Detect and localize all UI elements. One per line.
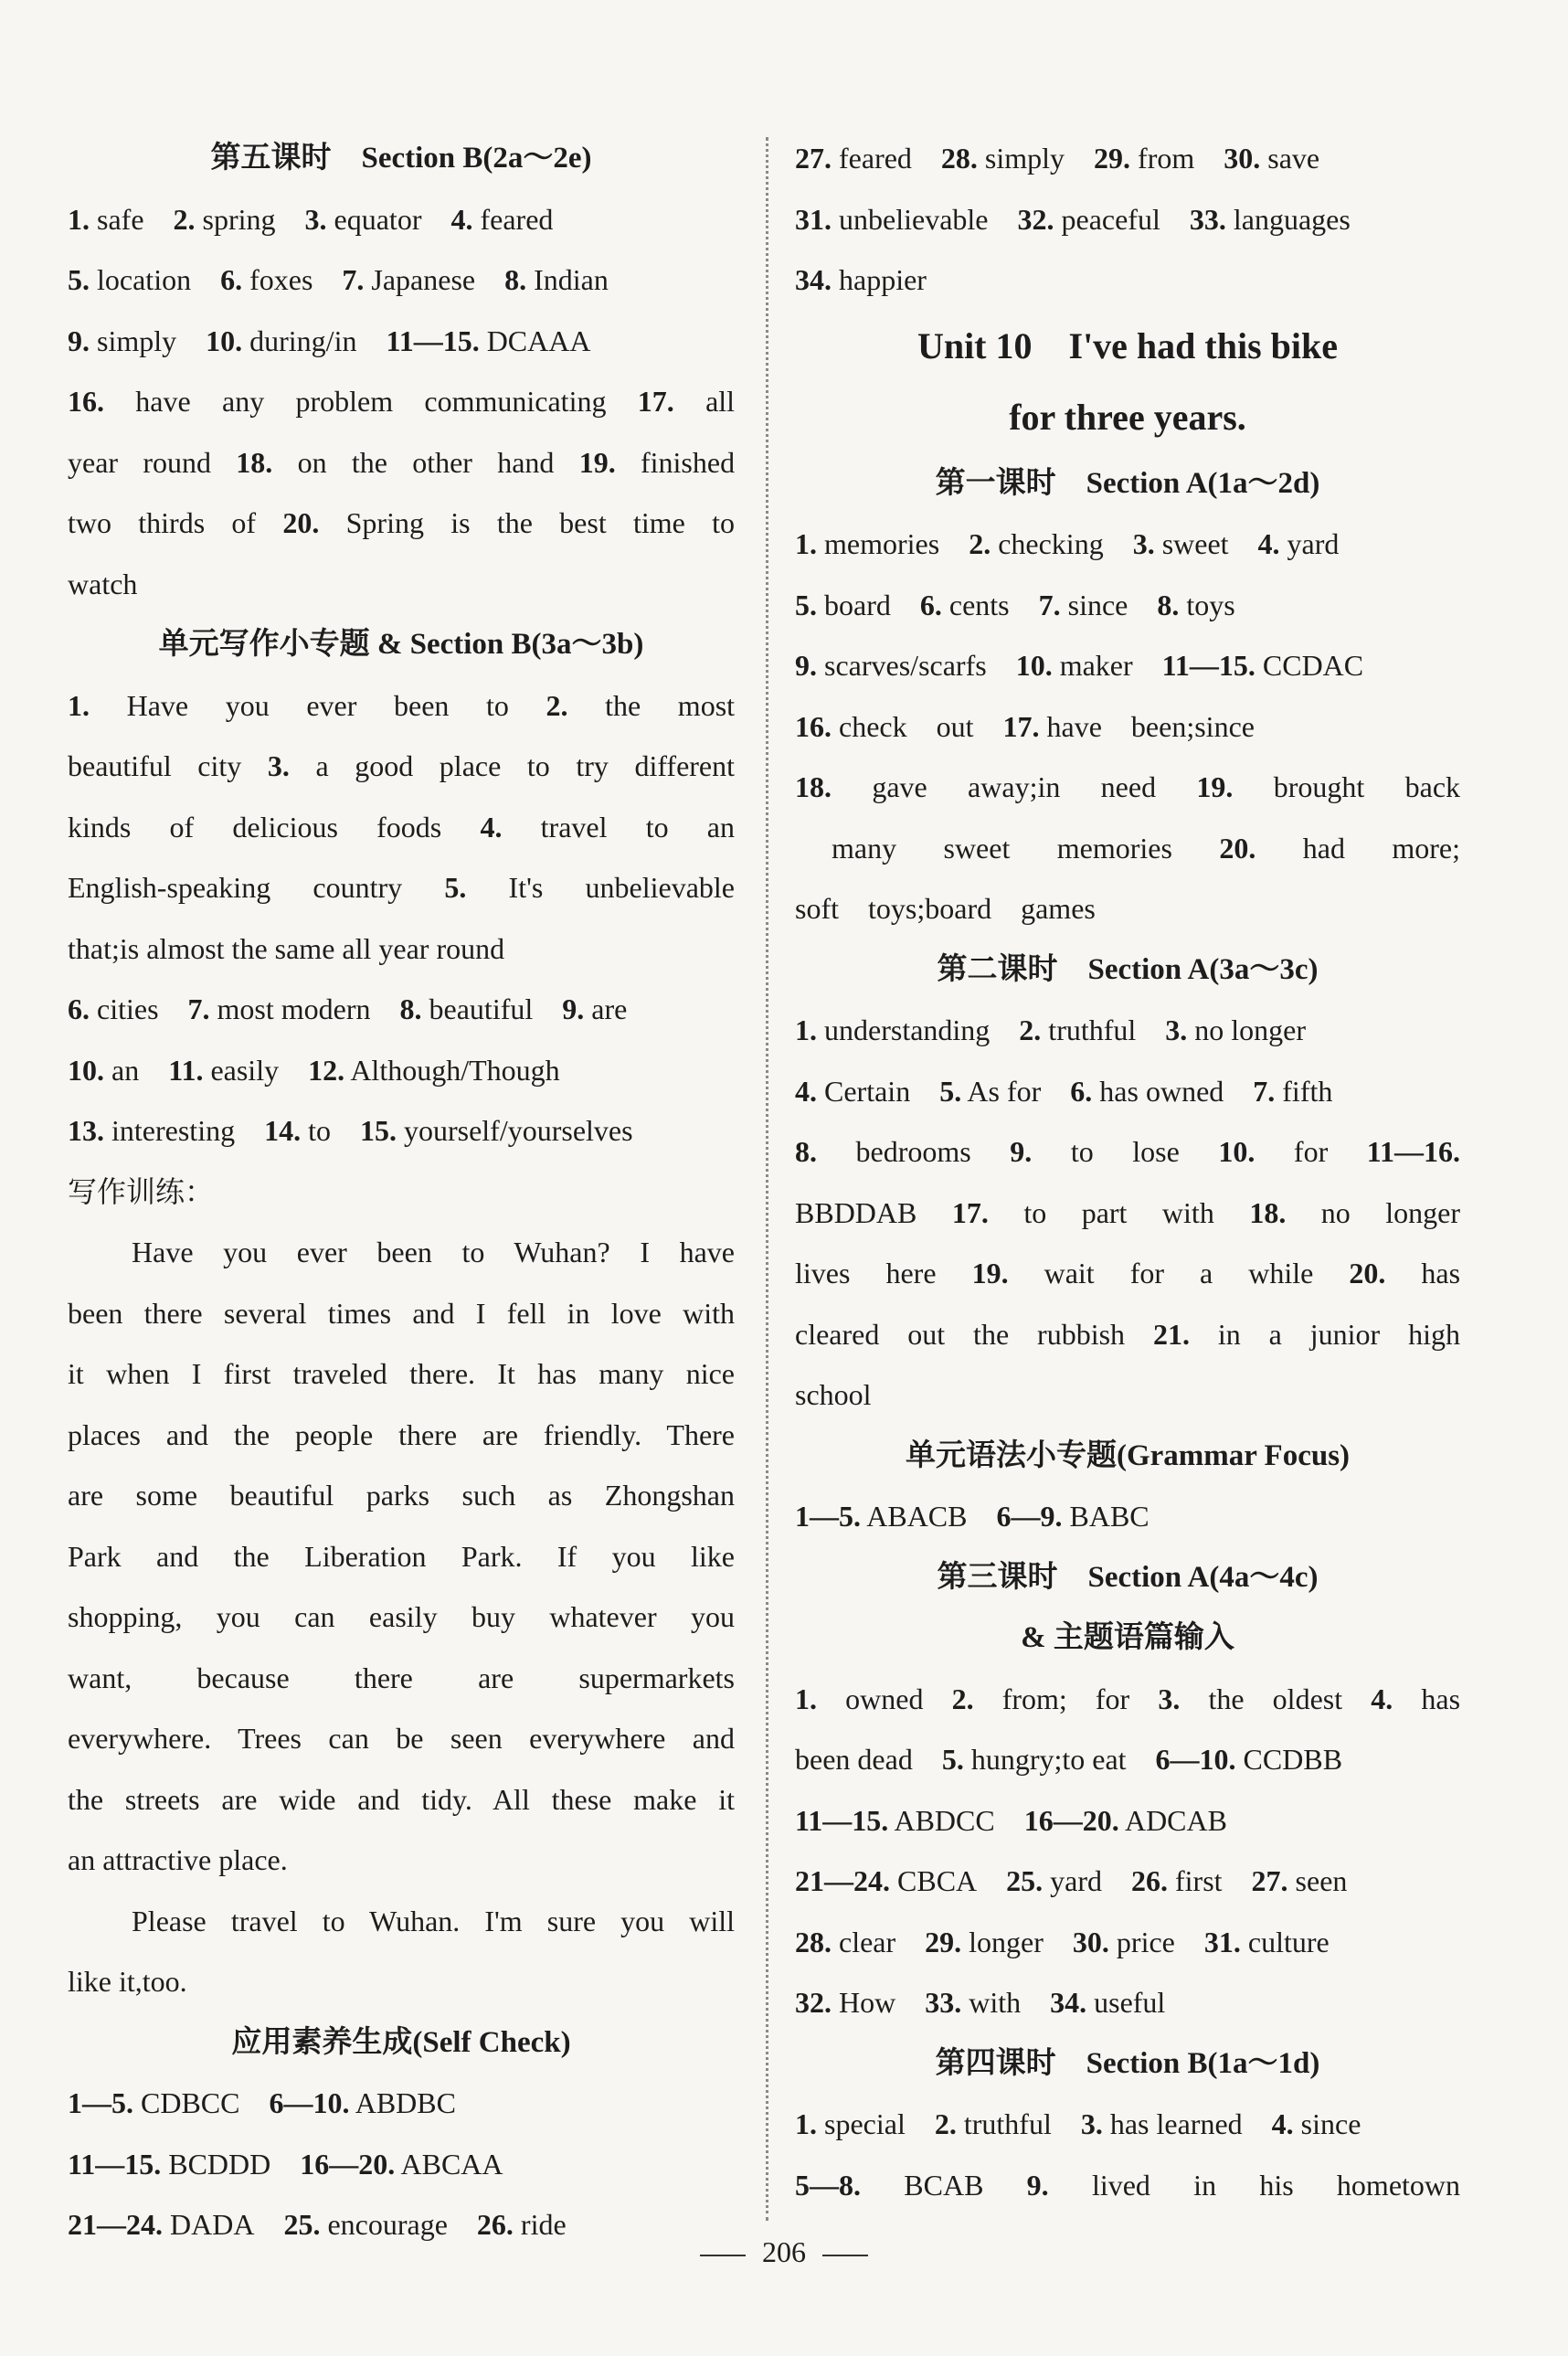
answer-line <box>795 1972 1460 2033</box>
item-number: 27. <box>1251 1864 1288 1897</box>
item-number: 8. <box>795 1135 817 1168</box>
essay-line: Have you ever been to Wuhan? I have <box>132 1236 735 1268</box>
item-number: 20. <box>1219 831 1256 865</box>
answer-text: had more; <box>1302 831 1460 865</box>
answer-text: BCDDD <box>168 2147 271 2181</box>
answer-text: travel to an <box>540 810 735 844</box>
answer-text: English-speaking country <box>68 871 403 904</box>
answer-text: finished <box>640 445 735 479</box>
item-number: 25. <box>283 2208 321 2241</box>
item-number: 17. <box>1002 709 1040 743</box>
page-footer <box>0 2234 1568 2270</box>
section-heading: 第二课时 Section A(3a～3c) <box>937 952 1319 986</box>
answer-text: How <box>839 1986 896 2019</box>
answer-line <box>68 797 735 858</box>
text-line: soft toys;board games <box>795 892 1096 925</box>
answer-text: peaceful <box>1061 202 1160 236</box>
essay-line: want, because there are supermarkets <box>68 1661 735 1694</box>
answer-line <box>795 189 1460 250</box>
item-number: 27. <box>795 142 832 175</box>
answer-text: most modern <box>217 992 371 1025</box>
answer-text: longer <box>969 1925 1044 1958</box>
answer-text: from <box>1138 142 1195 175</box>
text-line: like it,too. <box>68 1965 187 1998</box>
answer-line <box>795 2155 1460 2216</box>
answer-line <box>795 1669 1460 1730</box>
item-number: 3. <box>304 202 327 236</box>
answer-line <box>795 1121 1460 1183</box>
item-number: 5—8. <box>795 2168 861 2202</box>
item-number: 32. <box>795 1986 832 2019</box>
item-number: 2. <box>951 1682 974 1715</box>
answer-text: on the other hand <box>297 445 555 479</box>
answer-text: BCAB <box>904 2168 984 2202</box>
item-number: 16. <box>68 385 104 418</box>
answer-text: interesting <box>111 1114 236 1147</box>
answer-text: gave away;in need <box>872 770 1157 803</box>
essay-line: it when I first traveled there. It has many nice <box>68 1357 735 1390</box>
item-number: 4. <box>1371 1682 1393 1715</box>
page-number: 206 <box>762 2235 806 2268</box>
item-number: 4. <box>450 202 473 236</box>
item-number: 21—24. <box>68 2208 163 2241</box>
answer-line <box>795 1243 1460 1304</box>
answer-text: has owned <box>1099 1074 1224 1108</box>
item-number: 34. <box>1050 1986 1087 2019</box>
left-column <box>68 128 735 2255</box>
answer-text: ABACB <box>866 1500 968 1533</box>
item-number: 18. <box>1249 1195 1287 1229</box>
answer-line <box>795 1000 1460 1061</box>
text-line: an attractive place. <box>68 1843 288 1876</box>
item-number: 20. <box>1349 1257 1386 1289</box>
item-number: 2. <box>546 688 568 722</box>
answer-line <box>795 757 1460 818</box>
item-number: 18. <box>795 770 832 803</box>
answer-line <box>68 311 735 372</box>
essay-line: everywhere. Trees can be seen everywhere and <box>68 1722 735 1755</box>
answer-text: to <box>308 1114 331 1147</box>
answer-text: lives here <box>795 1257 937 1289</box>
answer-text: clear <box>839 1925 896 1958</box>
answer-text: spring <box>202 202 276 236</box>
footer-dash-right <box>822 2255 868 2256</box>
answer-text: beautiful city <box>68 749 242 782</box>
section-heading: 第四课时 Section B(1a～1d) <box>935 2046 1320 2080</box>
item-number: 12. <box>308 1053 345 1087</box>
essay-line: Please travel to Wuhan. I'm sure you will <box>132 1904 735 1937</box>
answer-text: BABC <box>1069 1500 1150 1533</box>
item-number: 11—15. <box>795 1803 889 1837</box>
item-number: 1—5. <box>68 2086 133 2119</box>
answer-text: Japanese <box>371 263 476 296</box>
item-number: 10. <box>1218 1135 1255 1168</box>
item-number: 3. <box>1158 1682 1181 1715</box>
item-number: 11—15. <box>1161 649 1255 682</box>
answer-text: safe <box>97 202 144 236</box>
item-number: 9. <box>1026 2168 1049 2202</box>
answer-text: scarves/scarfs <box>824 649 987 682</box>
answer-line <box>795 514 1460 575</box>
answer-text: special <box>824 2107 906 2140</box>
answer-text: truthful <box>1048 1014 1137 1046</box>
answer-text: for <box>1293 1135 1329 1168</box>
item-number: 5. <box>939 1074 962 1108</box>
item-number: 17. <box>951 1195 989 1229</box>
answer-text: foxes <box>249 263 313 296</box>
answer-text: from; for <box>1001 1682 1130 1715</box>
answer-text: been dead <box>795 1743 913 1776</box>
answer-text: maker <box>1059 649 1133 682</box>
item-number: 9. <box>1010 1135 1033 1168</box>
answer-text: the most <box>605 688 735 722</box>
item-number: 16—20. <box>300 2147 396 2181</box>
answer-text: hungry;to eat <box>970 1743 1127 1776</box>
item-number: 4. <box>1257 527 1280 560</box>
item-number: 10. <box>68 1053 104 1087</box>
answer-text: have any problem communicating <box>135 385 607 418</box>
answer-text: owned <box>845 1682 924 1715</box>
item-number: 1—5. <box>795 1500 861 1533</box>
item-number: 1. <box>795 1014 817 1046</box>
item-number: 4. <box>480 810 503 844</box>
answer-line <box>68 249 735 311</box>
item-number: 3. <box>267 749 290 782</box>
item-number: 16. <box>795 709 832 743</box>
answer-line <box>68 979 735 1040</box>
item-number: 2. <box>934 2107 957 2140</box>
item-number: 29. <box>1094 142 1131 175</box>
text-line: school <box>795 1378 872 1411</box>
item-number: 33. <box>925 1986 962 2019</box>
answer-text: Although/Though <box>350 1053 560 1087</box>
section-heading: & 主题语篇输入 <box>1021 1621 1234 1654</box>
essay-line: are some beautiful parks such as Zhongshan <box>68 1479 735 1512</box>
answer-text: has <box>1421 1682 1460 1715</box>
answer-text: BBDDAB <box>795 1195 917 1229</box>
answer-line <box>68 1100 735 1162</box>
right-column <box>795 128 1460 2215</box>
answer-line <box>68 1040 735 1101</box>
answer-text: ABDBC <box>355 2086 456 2119</box>
item-number: 5. <box>941 1743 964 1776</box>
answer-line <box>68 371 735 432</box>
answer-line <box>795 1851 1460 1912</box>
answer-text: lived in his hometown <box>1091 2168 1460 2202</box>
item-number: 8. <box>399 992 422 1025</box>
item-number: 3. <box>1132 527 1155 560</box>
answer-text: since <box>1300 2107 1361 2140</box>
item-number: 28. <box>795 1925 832 1958</box>
unit-title: for three years. <box>1009 396 1246 438</box>
answer-text: Certain <box>824 1074 911 1108</box>
item-number: 30. <box>1224 142 1261 175</box>
answer-text: ABDCC <box>894 1803 995 1837</box>
item-number: 25. <box>1006 1864 1044 1897</box>
item-number: 9. <box>68 324 90 357</box>
item-number: 8. <box>504 263 527 296</box>
answer-text: culture <box>1247 1925 1330 1958</box>
answer-text: wait for a while <box>1044 1257 1314 1289</box>
item-number: 3. <box>1165 1014 1188 1046</box>
answer-text: ADCAB <box>1124 1803 1227 1837</box>
answer-line <box>795 2094 1460 2155</box>
answer-text: Indian <box>534 263 609 296</box>
footer-dash-left <box>700 2255 746 2256</box>
section-heading: 单元语法小专题(Grammar Focus) <box>905 1438 1351 1472</box>
answer-line <box>795 575 1460 636</box>
section-heading: 第五课时 Section B(2a～2e) <box>210 142 592 175</box>
answer-text: happier <box>839 263 927 296</box>
answer-text: cities <box>97 992 159 1025</box>
answer-text: languages <box>1233 202 1351 236</box>
answer-text: checking <box>998 527 1104 560</box>
answer-text: CCDBB <box>1243 1743 1343 1776</box>
item-number: 1. <box>68 688 90 722</box>
answer-line <box>68 2134 735 2195</box>
item-number: 4. <box>1271 2107 1294 2140</box>
text-line: watch <box>68 567 138 600</box>
unit-title: Unit 10 I've had this bike <box>916 324 1339 366</box>
answer-text: CDBCC <box>141 2086 240 2119</box>
answer-text: memories <box>824 527 940 560</box>
answer-line <box>795 1304 1460 1365</box>
item-number: 1. <box>795 1682 817 1715</box>
text-line: that;is almost the same all year round <box>68 931 505 965</box>
item-number: 1. <box>795 2107 817 2140</box>
answer-text: fifth <box>1282 1074 1333 1108</box>
answer-text: to lose <box>1070 1135 1180 1168</box>
item-number: 7. <box>187 992 210 1025</box>
section-heading: 应用素养生成(Self Check) <box>231 2025 571 2059</box>
answer-line <box>795 1183 1460 1244</box>
answer-text: DCAAA <box>486 324 591 357</box>
answer-text: cleared out the rubbish <box>795 1317 1126 1351</box>
answer-text: seen <box>1295 1864 1348 1897</box>
answer-text: sweet <box>1161 527 1229 560</box>
answer-line <box>68 857 735 918</box>
answer-line <box>795 818 1460 879</box>
answer-text: CCDAC <box>1262 649 1364 682</box>
answer-text: cents <box>948 588 1010 621</box>
answer-text: equator <box>334 202 422 236</box>
item-number: 31. <box>795 202 832 236</box>
answer-line <box>795 1790 1460 1852</box>
item-number: 6—10. <box>269 2086 350 2119</box>
answer-text: year round <box>68 445 211 479</box>
answer-text: yourself/yourselves <box>403 1114 633 1147</box>
text-line: 写作训练： <box>68 1174 215 1208</box>
item-number: 10. <box>206 324 243 357</box>
answer-text: are <box>591 992 628 1025</box>
answer-text: during/in <box>249 324 357 357</box>
item-number: 11—15. <box>68 2147 162 2181</box>
item-number: 3. <box>1080 2107 1103 2140</box>
item-number: 19. <box>971 1257 1009 1289</box>
answer-text: many sweet memories <box>832 831 1172 865</box>
item-number: 20. <box>282 506 320 539</box>
answer-line <box>795 1486 1460 1547</box>
answer-line <box>795 128 1460 189</box>
answer-text: Spring is the best time to <box>345 506 735 539</box>
answer-line <box>68 189 735 250</box>
item-number: 9. <box>562 992 585 1025</box>
answer-text: a good place to try different <box>315 749 735 782</box>
item-number: 6. <box>68 992 90 1025</box>
item-number: 7. <box>342 263 365 296</box>
answer-text: beautiful <box>429 992 534 1025</box>
answer-text: first <box>1175 1864 1223 1897</box>
item-number: 7. <box>1038 588 1061 621</box>
item-number: 13. <box>68 1114 104 1147</box>
section-heading: 单元写作小专题 & Section B(3a～3b) <box>158 628 644 661</box>
answer-text: ABCAA <box>400 2147 503 2181</box>
item-number: 21—24. <box>795 1864 890 1897</box>
item-number: 17. <box>637 385 674 418</box>
answer-text: brought back <box>1273 770 1460 803</box>
answer-text: have been;since <box>1046 709 1255 743</box>
item-number: 6. <box>1070 1074 1093 1108</box>
item-number: 5. <box>795 588 817 621</box>
answer-text: simply <box>97 324 177 357</box>
item-number: 11. <box>168 1053 204 1087</box>
answer-text: since <box>1067 588 1128 621</box>
answer-text: kinds of delicious foods <box>68 810 442 844</box>
item-number: 9. <box>795 649 817 682</box>
item-number: 34. <box>795 263 832 296</box>
answer-text: CBCA <box>897 1864 978 1897</box>
item-number: 14. <box>264 1114 302 1147</box>
answer-text: yard <box>1287 527 1340 560</box>
item-number: 11—16. <box>1366 1135 1460 1168</box>
item-number: 18. <box>236 445 273 479</box>
item-number: 2. <box>969 527 991 560</box>
answer-text: the oldest <box>1208 1682 1343 1715</box>
item-number: 6. <box>919 588 942 621</box>
item-number: 16—20. <box>1023 1803 1119 1837</box>
answer-text: useful <box>1094 1986 1166 2019</box>
answer-line <box>795 1912 1460 1973</box>
answer-text: truthful <box>963 2107 1052 2140</box>
answer-line <box>68 675 735 737</box>
answer-line <box>795 696 1460 758</box>
answer-text: yard <box>1050 1864 1102 1897</box>
answer-text: feared <box>480 202 554 236</box>
item-number: 7. <box>1253 1074 1276 1108</box>
answer-line <box>795 1061 1460 1122</box>
item-number: 2. <box>173 202 196 236</box>
item-number: 30. <box>1072 1925 1109 1958</box>
answer-text: has learned <box>1109 2107 1243 2140</box>
answer-text: no longer <box>1194 1014 1307 1046</box>
answer-text: with <box>969 1986 1022 2019</box>
column-divider <box>766 137 768 2221</box>
item-number: 1. <box>68 202 90 236</box>
answer-text: Have you ever been to <box>126 688 509 722</box>
item-number: 2. <box>1019 1014 1042 1046</box>
answer-text: easily <box>210 1053 280 1087</box>
answer-text: toys <box>1186 588 1235 621</box>
answer-text: simply <box>984 142 1065 175</box>
answer-text: price <box>1116 1925 1175 1958</box>
answer-text: feared <box>839 142 912 175</box>
section-heading: 第三课时 Section A(4a～4c) <box>937 1560 1319 1594</box>
essay-line: the streets are wide and tidy. All these make it <box>68 1782 735 1816</box>
answer-text: unbelievable <box>839 202 989 236</box>
answer-text: check out <box>839 709 974 743</box>
item-number: 4. <box>795 1074 817 1108</box>
answer-text: As for <box>967 1074 1042 1108</box>
item-number: 5. <box>444 871 467 904</box>
section-heading: 第一课时 Section A(1a～2d) <box>935 466 1320 500</box>
answer-text: two thirds of <box>68 506 257 539</box>
item-number: 10. <box>1015 649 1053 682</box>
item-number: 21. <box>1152 1317 1190 1351</box>
item-number: 5. <box>68 263 90 296</box>
item-number: 6—9. <box>996 1500 1063 1533</box>
item-number: 6. <box>220 263 243 296</box>
answer-text: location <box>97 263 192 296</box>
answer-text: bedrooms <box>855 1135 971 1168</box>
answer-line <box>68 2073 735 2134</box>
answer-text: has <box>1421 1257 1460 1289</box>
essay-line: shopping, you can easily buy whatever you <box>68 1600 735 1633</box>
answer-text: understanding <box>824 1014 991 1046</box>
item-number: 1. <box>795 527 817 560</box>
item-number: 11—15. <box>386 324 480 357</box>
item-number: 31. <box>1203 1925 1241 1958</box>
answer-text: It's unbelievable <box>508 871 735 904</box>
item-number: 33. <box>1189 202 1226 236</box>
answer-text: no longer <box>1320 1195 1460 1229</box>
item-number: 19. <box>578 445 616 479</box>
essay-line: Park and the Liberation Park. If you like <box>68 1539 735 1573</box>
item-number: 29. <box>925 1925 962 1958</box>
item-number: 19. <box>1196 770 1234 803</box>
answer-text: an <box>111 1053 140 1087</box>
item-number: 6—10. <box>1155 1743 1236 1776</box>
essay-line: been there several times and I fell in love with <box>68 1296 735 1330</box>
answer-text: save <box>1267 142 1320 175</box>
answer-line <box>795 635 1460 696</box>
item-number: 28. <box>940 142 978 175</box>
item-number: 26. <box>476 2208 514 2241</box>
item-number: 32. <box>1017 202 1054 236</box>
item-number: 8. <box>1157 588 1180 621</box>
answer-line <box>68 493 735 554</box>
answer-line <box>68 736 735 797</box>
answer-text: board <box>824 588 891 621</box>
answer-line <box>68 432 735 493</box>
answer-text: all <box>705 385 735 418</box>
essay-line: places and the people there are friendly. There <box>68 1417 735 1451</box>
answer-text: ride <box>520 2208 567 2241</box>
answer-text: in a junior high <box>1217 1317 1460 1351</box>
item-number: 26. <box>1131 1864 1168 1897</box>
answer-line <box>795 249 1460 311</box>
item-number: 15. <box>359 1114 397 1147</box>
answer-text: to part with <box>1023 1195 1214 1229</box>
answer-line <box>795 1729 1460 1790</box>
answer-text: DADA <box>170 2208 255 2241</box>
answer-text: encourage <box>327 2208 448 2241</box>
